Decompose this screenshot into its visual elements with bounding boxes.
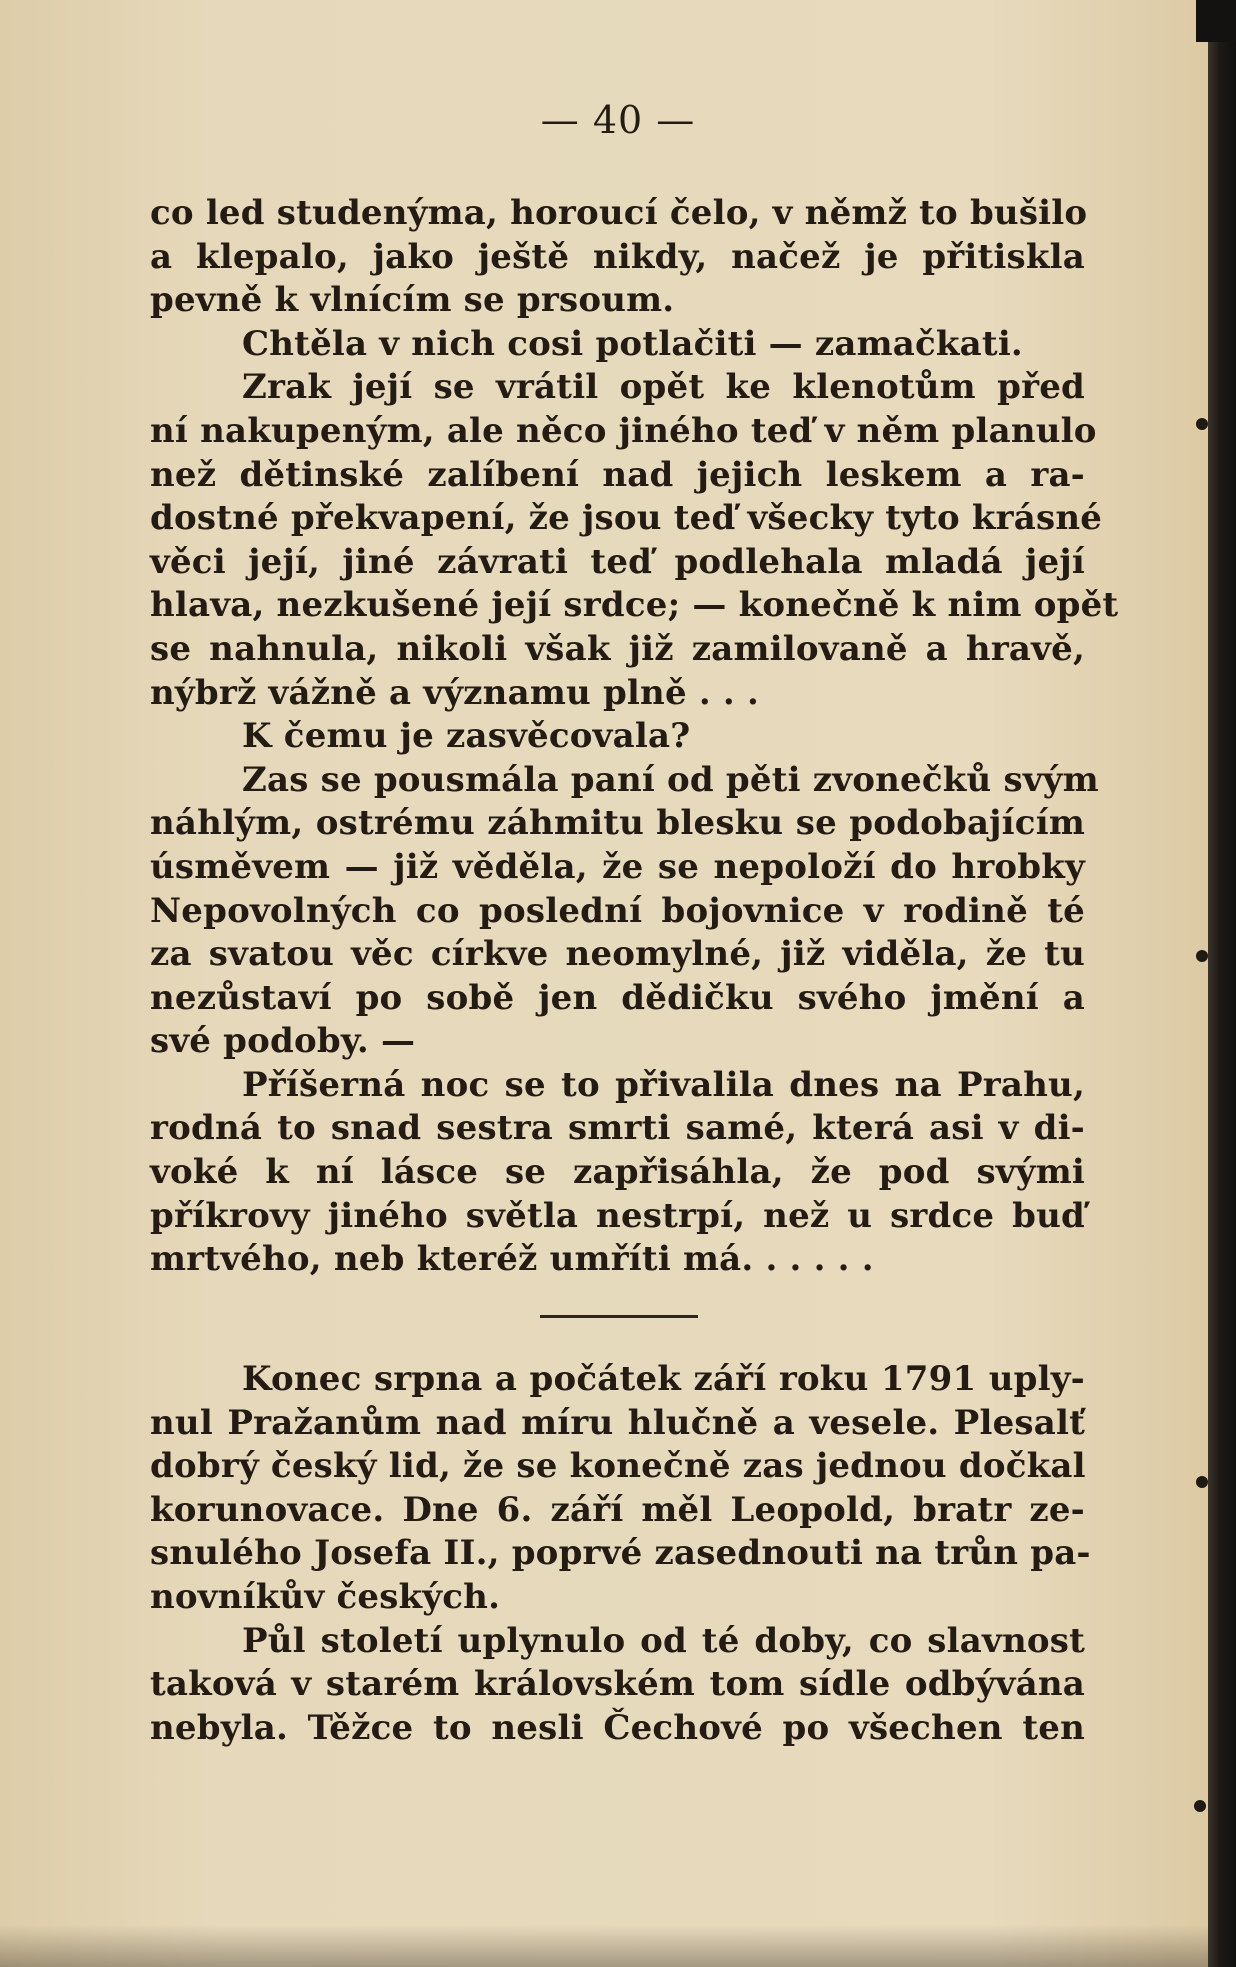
text-line: úsměvem — již věděla, že se nepoloží do hrobky	[150, 846, 1085, 887]
ink-speck	[1196, 950, 1208, 962]
text-line: se nahnula, nikoli však již zamilovaně a hravě,	[150, 628, 1085, 669]
text-line: co led studenýma, horoucí čelo, v němž to bušilo	[150, 193, 1088, 233]
text-line: pevně k vlnícím se prsoum.	[150, 280, 675, 321]
text-line: věci její, jiné závrati teď podlehala mladá její	[150, 541, 1085, 582]
section-separator	[540, 1315, 698, 1318]
text-line: dobrý český lid, že se konečně zas jednou dočkal	[150, 1446, 1086, 1487]
page-bottom-shadow	[0, 1925, 1208, 1967]
text-line: nýbrž vážně a významu plně . . .	[150, 672, 760, 713]
text-line: hlava, nezkušené její srdce; — konečně k nim opět	[150, 585, 1119, 626]
text-block-1	[150, 192, 1119, 1282]
text-line: korunovace. Dne 6. září měl Leopold, bratr ze-	[150, 1489, 1085, 1530]
text-line: Zrak její se vrátil opět ke klenotům před	[242, 367, 1085, 408]
text-line: ní nakupeným, ale něco jiného teď v něm planulo	[150, 410, 1097, 451]
text-line: Zas se pousmála paní od pěti zvonečků svým	[242, 759, 1099, 800]
text-line: nebyla. Těžce to nesli Čechové po všechen ten	[150, 1707, 1085, 1748]
text-line: rodná to snad sestra smrti samé, která asi v di-	[150, 1108, 1085, 1149]
text-line: než dětinské zalíbení nad jejich leskem a ra-	[150, 454, 1085, 495]
ink-speck	[1196, 418, 1208, 430]
text-line: a klepalo, jako ještě nikdy, načež je přitiskla	[150, 236, 1085, 277]
text-line: příkrovy jiného světla nestrpí, než u srdce buď	[150, 1195, 1085, 1236]
text-line: snulého Josefa II., poprvé zasednouti na trůn pa-	[150, 1533, 1091, 1574]
text-line: Nepovolných co poslední bojovnice v rodině té	[150, 890, 1085, 931]
ink-speck	[1194, 1800, 1206, 1812]
text-line: voké k ní lásce se zapřisáhla, že pod svými	[150, 1152, 1085, 1193]
text-line: mrtvého, neb kteréž umříti má. . . . . .	[150, 1239, 874, 1280]
text-line: za svatou věc církve neomylné, již viděla, že tu	[150, 934, 1085, 975]
text-line: náhlým, ostrému záhmitu blesku se podobajícím	[150, 803, 1085, 844]
text-line: nezůstaví po sobě jen dědičku svého jmění a	[150, 977, 1085, 1018]
text-line: dostné překvapení, že jsou teď všecky tyto krásné	[150, 498, 1103, 539]
page-edge-shadow	[1208, 0, 1236, 1967]
page-corner-shadow	[1196, 0, 1236, 42]
ink-speck	[1196, 1476, 1208, 1488]
text-line: taková v starém královském tom sídle odbývána	[150, 1664, 1085, 1705]
text-line: Konec srpna a počátek září roku 1791 uply-	[242, 1359, 1085, 1399]
page-number: — 40 —	[540, 98, 696, 142]
text-line: své podoby. —	[150, 1021, 416, 1062]
text-line: Příšerná noc se to přivalila dnes na Prahu,	[242, 1064, 1085, 1105]
text-line: novníkův českých.	[150, 1576, 501, 1617]
text-line: nul Pražanům nad míru hlučně a vesele. Plesalť	[150, 1402, 1085, 1443]
text-line: Chtěla v nich cosi potlačiti — zamačkati.	[242, 323, 1023, 364]
text-block-2	[150, 1358, 1091, 1750]
text-line: Půl století uplynulo od té doby, co slavnost	[242, 1620, 1085, 1661]
text-line: K čemu je zasvěcovala?	[242, 716, 691, 757]
